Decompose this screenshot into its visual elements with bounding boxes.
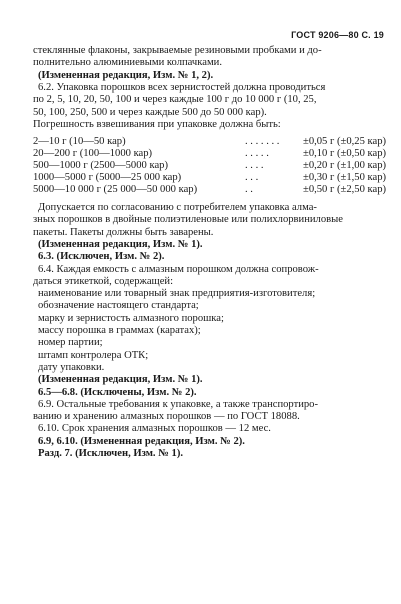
text-line: (Измененная редакция, Изм. № 1, 2).: [38, 69, 214, 81]
range-cell: 20—200 г (100—1000 кар): [33, 148, 153, 159]
text-line: обозначение настоящего стандарта;: [38, 300, 199, 312]
range-cell: 1000—5000 г (5000—25 000 кар): [33, 172, 182, 183]
leader-dots: . . .: [245, 172, 259, 183]
text-line: пакеты. Пакеты должны быть заварены.: [33, 226, 214, 238]
tolerance-cell: ±0,05 г (±0,25 кар): [303, 136, 387, 147]
text-line: массу порошка в граммах (каратах);: [38, 325, 201, 336]
text-line: Допускается по согласованию с потребителем упаковка алма-: [38, 202, 317, 213]
weight-tolerance-table: [33, 136, 387, 196]
table-row: [33, 184, 387, 196]
text-line: 6.2. Упаковка порошков всех зернистостей должна проводиться: [38, 81, 326, 93]
text-line: 6.10. Срок хранения алмазных порошков — 12 мес.: [38, 423, 271, 435]
table-row: [33, 148, 387, 160]
text-line: марку и зернистость алмазного порошка;: [38, 312, 224, 324]
text-line: ванию и хранению алмазных порошков — по ГОСТ 18088.: [33, 411, 300, 423]
range-cell: 5000—10 000 г (25 000—50 000 кар): [33, 184, 198, 195]
text-line: 6.5—6.8. (Исключены, Изм. № 2).: [38, 386, 197, 398]
text-line: (Измененная редакция, Изм. № 1).: [38, 374, 203, 386]
text-line: (Измененная редакция, Изм. № 1).: [38, 238, 203, 250]
text-line: зных порошков в двойные полиэтиленовые или полихлорвиниловые: [33, 214, 343, 226]
text-line: 50, 100, 250, 500 и через каждые 500 до 50 000 кар).: [33, 106, 267, 118]
leader-dots: . . . . . . .: [245, 136, 280, 147]
range-cell: 2—10 г (10—50 кар): [33, 136, 126, 147]
text-line: номер партии;: [38, 337, 103, 349]
page-header: ГОСТ 9206—80 С. 19: [291, 30, 384, 40]
tolerance-cell: ±0,20 г (±1,00 кар): [303, 160, 387, 171]
leader-dots: . .: [245, 184, 253, 195]
text-line: 6.9, 6.10. (Измененная редакция, Изм. № 2).: [38, 435, 245, 447]
text-line: 6.3. (Исключен, Изм. № 2).: [38, 251, 165, 263]
tolerance-cell: ±0,30 г (±1,50 кар): [303, 172, 387, 183]
text-line: полнительно алюминиевыми колпачками.: [33, 57, 222, 69]
text-line: 6.9. Остальные требования к упаковке, а также транспортиро-: [38, 398, 318, 410]
table-row: [33, 160, 387, 172]
range-cell: 500—1000 г (2500—5000 кар): [33, 160, 168, 171]
table-row: [33, 172, 387, 184]
table-row: [33, 136, 387, 148]
text-line: дату упаковки.: [38, 361, 105, 373]
text-line: Разд. 7. (Исключен, Изм. № 1).: [38, 448, 183, 459]
tolerance-cell: ±0,50 г (±2,50 кар): [303, 184, 387, 195]
text-line: даться этикеткой, содержащей:: [33, 275, 174, 287]
text-line: штамп контролера ОТК;: [38, 349, 149, 361]
text-line: по 2, 5, 10, 20, 50, 100 и через каждые 100 г до 10 000 г (10, 25,: [33, 94, 317, 106]
text-line: Погрешность взвешивания при упаковке должна быть:: [33, 118, 281, 130]
tolerance-cell: ±0,10 г (±0,50 кар): [303, 148, 387, 159]
text-line: стеклянные флаконы, закрываемые резиновыми пробками и до-: [33, 45, 322, 56]
leader-dots: . . . . .: [245, 148, 269, 159]
leader-dots: . . . .: [245, 160, 264, 171]
text-line: 6.4. Каждая емкость с алмазным порошком должна сопровож-: [38, 263, 319, 275]
text-line: наименование или товарный знак предприятия-изготовителя;: [38, 288, 316, 300]
